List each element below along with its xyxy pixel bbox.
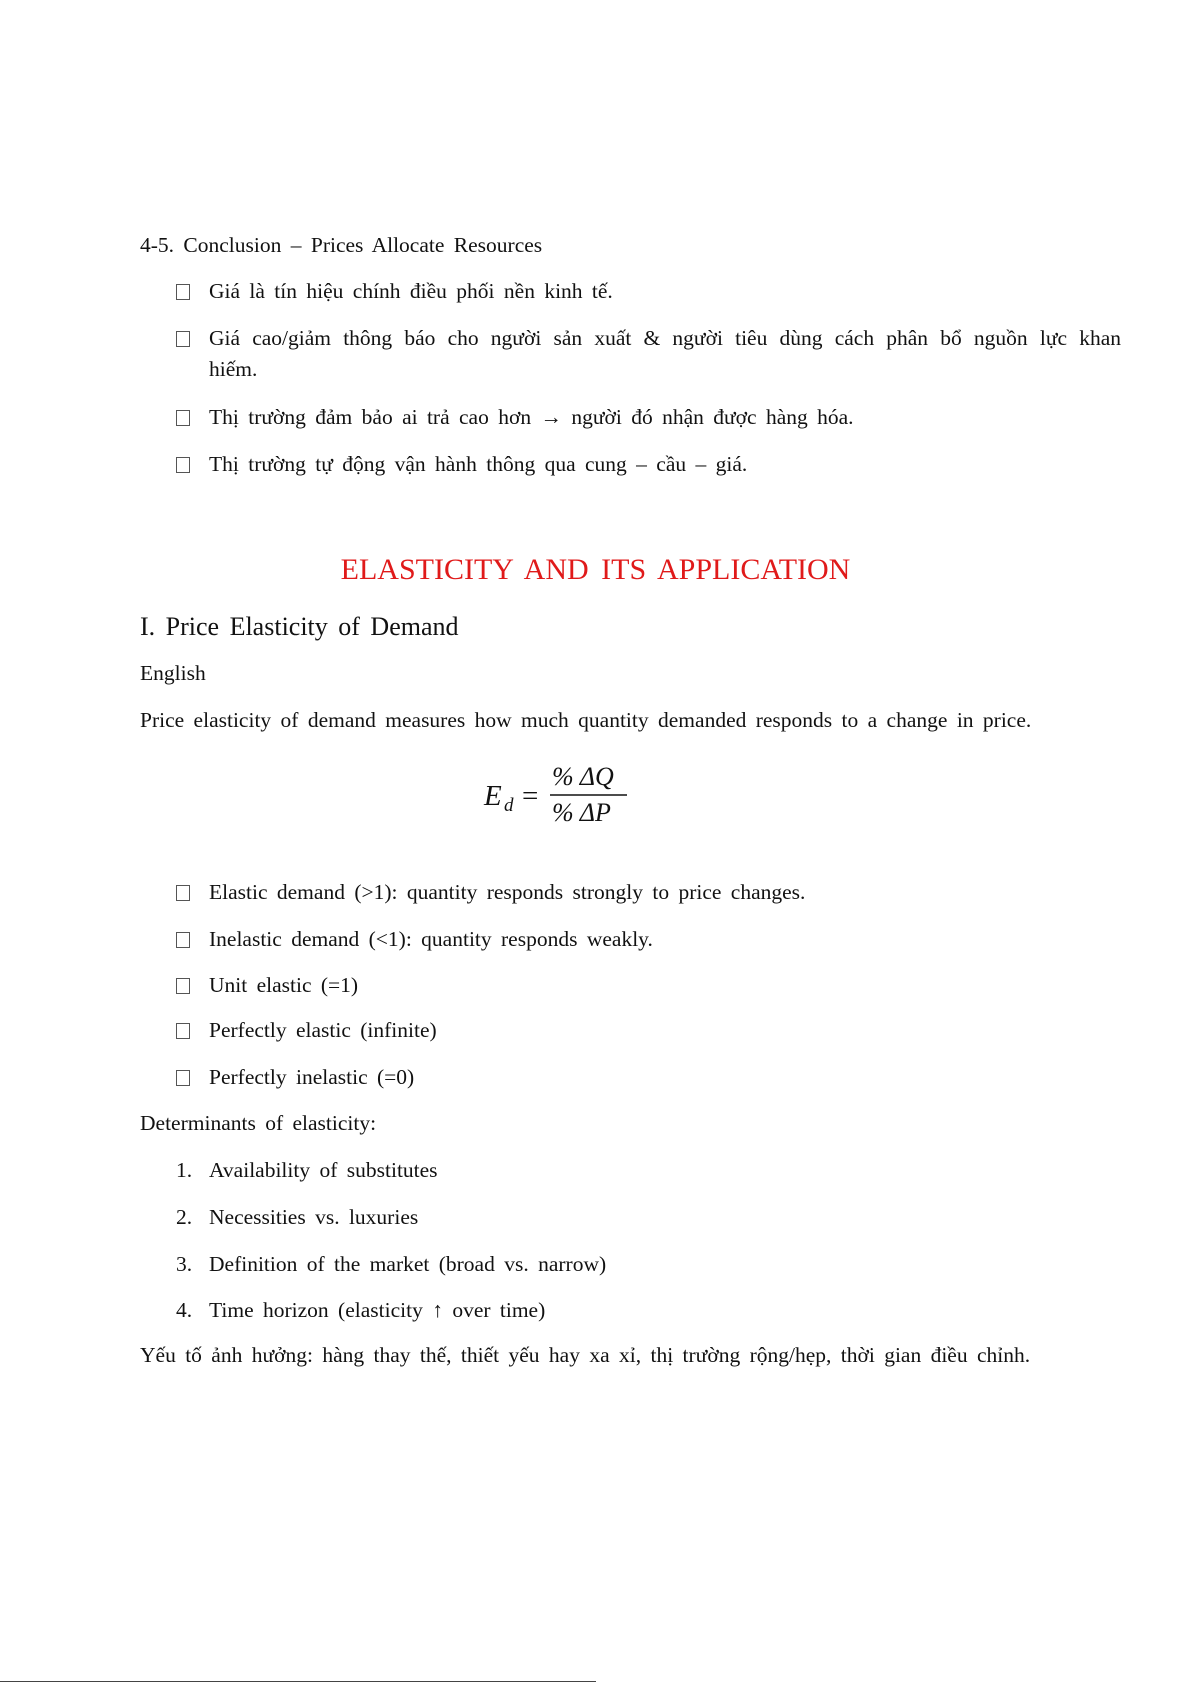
summary-paragraph: Yếu tố ảnh hưởng: hàng thay thế, thiết yếu hay xa xỉ, thị trường rộng/hẹp, thời gian điều chỉnh. [140,1343,1031,1367]
list-item: Availability of substitutes [209,1158,438,1182]
formula-denominator: % ΔP [552,798,611,827]
bullet-marker [176,284,190,300]
list-item: Thị trường đảm bảo ai trả cao hơn → người đó nhận được hàng hóa. [209,405,854,429]
formula-lhs-subscript: d [504,795,514,816]
list-item: Giá là tín hiệu chính điều phối nền kinh tế. [209,279,613,303]
list-number: 4. [176,1298,193,1322]
bullet-marker [176,331,190,347]
footer-divider [0,1681,596,1682]
language-label: English [140,661,206,685]
definition-paragraph: Price elasticity of demand measures how much quantity demanded responds to a change in price. [140,708,1032,732]
formula-equals: = [522,780,539,812]
determinants-label: Determinants of elasticity: [140,1111,377,1135]
bullet-marker [176,885,190,901]
list-item: Time horizon (elasticity ↑ over time) [209,1298,546,1322]
list-number: 3. [176,1252,193,1276]
bullet-marker [176,932,190,948]
list-item: Necessities vs. luxuries [209,1205,419,1229]
list-number: 2. [176,1205,193,1229]
formula-numerator: % ΔQ [552,762,614,791]
list-item: Perfectly elastic (infinite) [209,1018,437,1042]
formula-lhs: E [484,780,502,812]
elasticity-formula [482,758,652,830]
list-item: Perfectly inelastic (=0) [209,1065,415,1089]
bullet-marker [176,1070,190,1086]
section-heading-4-5: 4-5. Conclusion – Prices Allocate Resources [140,233,543,257]
list-item: Elastic demand (>1): quantity responds strongly to price changes. [209,880,806,904]
list-item: Inelastic demand (<1): quantity responds weakly. [209,927,653,951]
list-number: 1. [176,1158,193,1182]
bullet-marker [176,978,190,994]
list-item: Unit elastic (=1) [209,973,359,997]
bullet-marker [176,410,190,426]
list-item: Definition of the market (broad vs. narrow) [209,1252,607,1276]
list-item: Giá cao/giảm thông báo cho người sản xuất & người tiêu dùng cách phân bổ nguồn lực khan hiếm. [209,326,1121,381]
section-title: I. Price Elasticity of Demand [140,612,459,641]
bullet-marker [176,457,190,473]
list-item: Thị trường tự động vận hành thông qua cung – cầu – giá. [209,452,748,476]
bullet-marker [176,1023,190,1039]
chapter-title: ELASTICITY AND ITS APPLICATION [340,553,851,586]
